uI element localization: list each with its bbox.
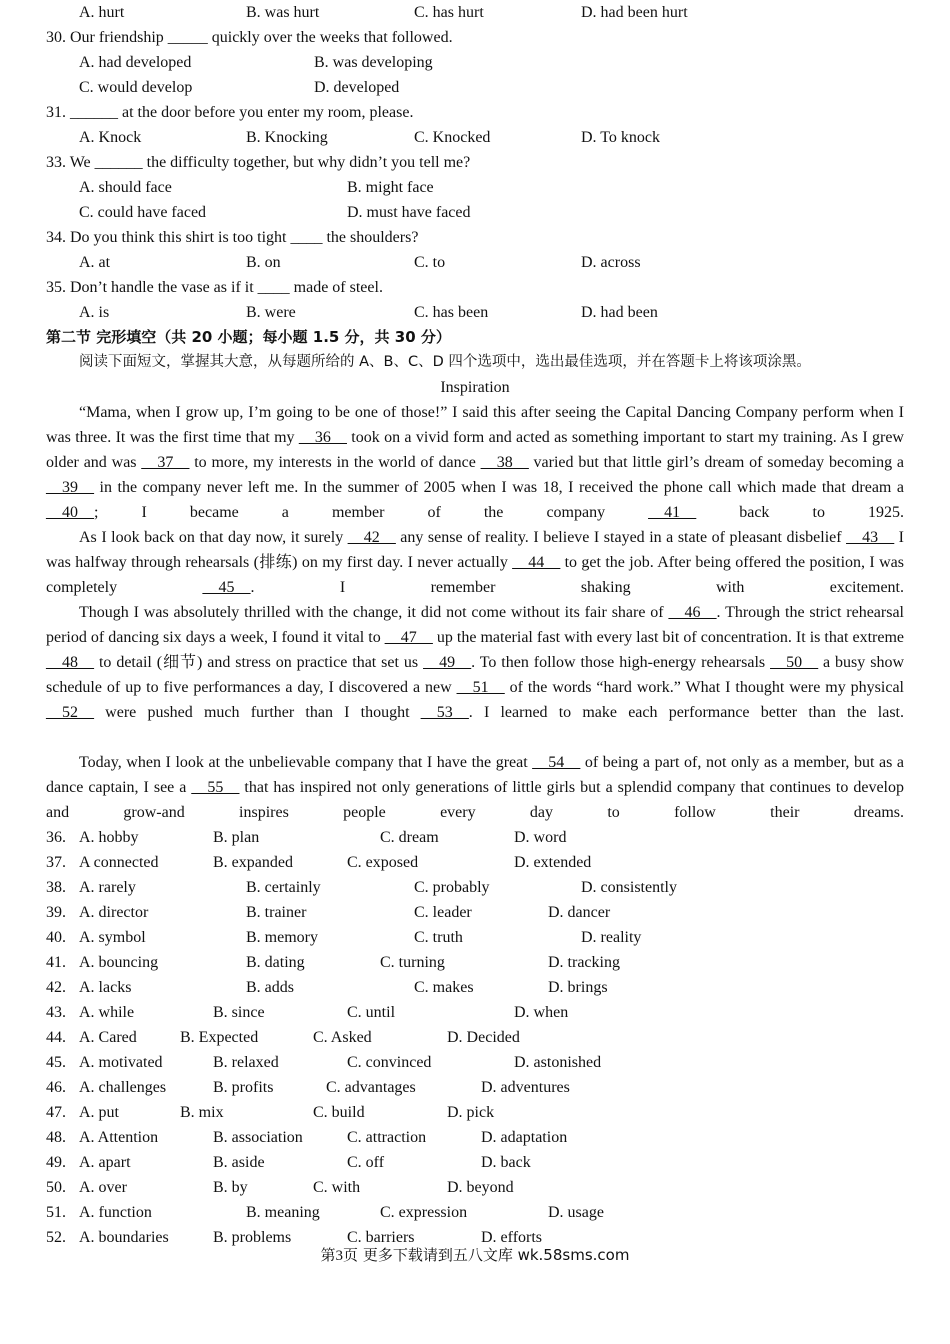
text: any sense of reality. I believe I stayed in a state of pleasant disbelief (395, 529, 847, 546)
text: “Mama, when I grow up, I’m going to be one of those!” I said this after seeing the Capital Dancing Company perform when I was three. It was the first time that my (46, 404, 904, 446)
option-a: A. Attention (79, 1129, 159, 1146)
option-d: D. usage (548, 1204, 604, 1221)
option-a: A. should face (79, 179, 172, 196)
option-c: C. exposed (347, 854, 419, 871)
question-49 (46, 1150, 904, 1175)
option-a: A. over (79, 1179, 127, 1196)
q31-stem: 31. ______ at the door before you enter my room, please. (46, 104, 414, 121)
blank-40: __40__ (46, 504, 94, 521)
option-b: B. dating (246, 954, 305, 971)
option-d: D. had been (581, 304, 658, 321)
option-a: A connected (79, 854, 159, 871)
option-b: B. might face (347, 179, 434, 196)
blank-36: __36__ (298, 429, 347, 446)
blank-48: __48__ (46, 654, 94, 671)
text: varied but that little girl’s dream of someday becoming a (528, 454, 905, 471)
question-45 (46, 1050, 904, 1075)
option-c: C. with (313, 1179, 361, 1196)
option-c: C. turning (380, 954, 445, 971)
option-d: D. Decided (447, 1029, 520, 1046)
option-a: A. hurt (79, 4, 125, 21)
option-a: A. function (79, 1204, 152, 1221)
option-c: C. could have faced (79, 204, 207, 221)
option-c: C. has been (414, 304, 489, 321)
option-b: B. trainer (246, 904, 307, 921)
footer-text: 页 更多下载请到五八文库 wk.58sms.com (343, 1246, 630, 1264)
option-b: B. certainly (246, 879, 321, 896)
q33-options-row2 (46, 200, 904, 225)
q30-stem: 30. Our friendship _____ quickly over the weeks that followed. (46, 29, 453, 46)
q29-options (46, 0, 904, 25)
blank-49: __49__ (423, 654, 472, 671)
blank-52: __52__ (46, 704, 94, 721)
question-41 (46, 950, 904, 975)
option-a: A. hobby (79, 829, 139, 846)
option-d: D. across (581, 254, 641, 271)
option-c: C. barriers (347, 1229, 415, 1246)
option-a: A. motivated (79, 1054, 163, 1071)
question-51 (46, 1200, 904, 1225)
text: of the words “hard work.” What I thought were my physical (504, 679, 904, 696)
page-number: 3 (335, 1248, 344, 1264)
option-d: D. efforts (481, 1229, 543, 1246)
q33-options-row1 (46, 175, 904, 200)
question-number: 39. (46, 904, 66, 921)
option-d: D. consistently (581, 879, 677, 896)
option-d: D. adventures (481, 1079, 570, 1096)
question-number: 43. (46, 1004, 66, 1021)
question-37 (46, 850, 904, 875)
q34-stem: 34. Do you think this shirt is too tight ____ the shoulders? (46, 229, 419, 246)
blank-51: __51__ (456, 679, 505, 696)
cloze-question-list (46, 825, 904, 1250)
option-d: D. To knock (581, 129, 661, 146)
option-b: B. Knocking (246, 129, 328, 146)
option-a: A. challenges (79, 1079, 167, 1096)
option-a: A. apart (79, 1154, 131, 1171)
text: ; I became a member of the company (94, 504, 649, 521)
text: that has inspired not only generations of little girls but a splendid company that continues to develop and grow-and inspires people every day to follow their dreams. (46, 779, 904, 821)
text: were pushed much further than I thought (94, 704, 421, 721)
blank-47: __47__ (384, 629, 433, 646)
option-d: D. when (514, 1004, 569, 1021)
text: . I remember shaking with excitement. (250, 579, 904, 596)
blank-39: __39__ (46, 479, 94, 496)
option-d: D. dancer (548, 904, 611, 921)
option-a: A. Cared (79, 1029, 137, 1046)
option-b: B. was developing (314, 54, 433, 71)
question-number: 44. (46, 1029, 66, 1046)
q30-options-row2 (46, 75, 904, 100)
question-number: 36. (46, 829, 66, 846)
option-a: A. symbol (79, 929, 146, 946)
option-c: C. has hurt (414, 4, 484, 21)
option-d: D. brings (548, 979, 608, 996)
question-number: 49. (46, 1154, 66, 1171)
question-40 (46, 925, 904, 950)
text: of being a part of, not only as a member, but as a dance captain, I see a (46, 754, 904, 796)
option-b: B. problems (213, 1229, 292, 1246)
section-heading: 第二节 完形填空（共 20 小题；每小题 1.5 分，共 30 分） (46, 328, 451, 346)
blank-55: __55__ (191, 779, 240, 796)
q35-options (46, 300, 904, 325)
option-d: D. tracking (548, 954, 620, 971)
question-43 (46, 1000, 904, 1025)
blank-45: __45__ (202, 579, 251, 596)
blank-44: __44__ (512, 554, 561, 571)
option-b: B. association (213, 1129, 303, 1146)
option-c: C. attraction (347, 1129, 427, 1146)
text: . Through the strict rehearsal period of dancing six days a week, I found it vital to (46, 604, 904, 646)
q31-options (46, 125, 904, 150)
option-d: D. astonished (514, 1054, 602, 1071)
text: back to 1925. (696, 504, 905, 521)
option-b: B. by (213, 1179, 248, 1196)
option-b: B. were (246, 304, 296, 321)
blank-46: __46__ (668, 604, 717, 621)
option-a: A. rarely (79, 879, 136, 896)
option-a: A. while (79, 1004, 135, 1021)
passage-paragraph-1 (46, 400, 904, 525)
option-b: B. mix (180, 1104, 224, 1121)
section-instructions: 阅读下面短文，掌握其大意，从每题所给的 A、B、C、D 四个选项中，选出最佳选项，并在答题卡上将该项涂黑。 (79, 354, 811, 370)
option-c: C. advantages (326, 1079, 416, 1096)
question-number: 48. (46, 1129, 66, 1146)
question-number: 40. (46, 929, 66, 946)
question-number: 38. (46, 879, 66, 896)
option-c: C. makes (414, 979, 474, 996)
blank-41: __41__ (648, 504, 697, 521)
blank-37: __37__ (141, 454, 190, 471)
text: to more, my interests in the world of dance (189, 454, 481, 471)
blank-53: __53__ (420, 704, 469, 721)
option-d: D. must have faced (347, 204, 471, 221)
option-c: C. probably (414, 879, 490, 896)
question-39 (46, 900, 904, 925)
option-b: B. memory (246, 929, 318, 946)
q33-stem: 33. We ______ the difficulty together, but why didn’t you tell me? (46, 154, 471, 171)
passage-title: Inspiration (440, 379, 510, 396)
option-a: A. had developed (79, 54, 192, 71)
blank-42: __42__ (347, 529, 396, 546)
option-b: B. meaning (246, 1204, 320, 1221)
footer-prefix: 第 (320, 1246, 336, 1264)
option-a: A. is (79, 304, 110, 321)
text: I was halfway through rehearsals (排练) on my first day. I never actually (46, 529, 905, 571)
question-number: 52. (46, 1229, 66, 1246)
q30-options-row1 (46, 50, 904, 75)
question-number: 42. (46, 979, 66, 996)
question-number: 47. (46, 1104, 66, 1121)
option-b: B. adds (246, 979, 294, 996)
option-d: D. developed (314, 79, 400, 96)
option-c: C. expression (380, 1204, 468, 1221)
option-b: B. expanded (213, 854, 293, 871)
question-46 (46, 1075, 904, 1100)
passage-paragraph-4 (46, 750, 904, 825)
option-d: D. pick (447, 1104, 495, 1121)
option-a: A. Knock (79, 129, 142, 146)
q35-stem: 35. Don’t handle the vase as if it ____ made of steel. (46, 279, 383, 296)
option-c: C. to (414, 254, 446, 271)
text: to get the job. After being offered the position, I was completely (46, 554, 904, 596)
option-c: C. until (347, 1004, 396, 1021)
text: up the material fast with every last bit of concentration. It is that extreme (432, 629, 904, 646)
option-a: A. boundaries (79, 1229, 169, 1246)
option-d: D. back (481, 1154, 531, 1171)
passage-paragraph-2 (46, 525, 904, 600)
option-c: C. Knocked (414, 129, 491, 146)
option-a: A. bouncing (79, 954, 159, 971)
text: . I learned to make each performance better than the last. (468, 704, 905, 721)
blank-54: __54__ (532, 754, 581, 771)
option-b: B. Expected (180, 1029, 259, 1046)
option-b: B. plan (213, 829, 260, 846)
question-44 (46, 1025, 904, 1050)
option-d: D. had been hurt (581, 4, 688, 21)
option-c: C. truth (414, 929, 463, 946)
text: . To then follow those high-energy rehearsals (471, 654, 771, 671)
option-d: D. extended (514, 854, 592, 871)
exam-page (46, 0, 904, 1250)
question-48 (46, 1125, 904, 1150)
option-a: A. director (79, 904, 149, 921)
option-c: C. Asked (313, 1029, 372, 1046)
question-42 (46, 975, 904, 1000)
text: Today, when I look at the unbelievable company that I have the great (79, 754, 533, 771)
option-c: C. leader (414, 904, 472, 921)
question-number: 51. (46, 1204, 66, 1221)
question-number: 45. (46, 1054, 66, 1071)
text: As I look back on that day now, it surely (79, 529, 348, 546)
text: to detail (细节) and stress on practice that set us (94, 654, 424, 671)
blank-50: __50__ (770, 654, 819, 671)
q34-options (46, 250, 904, 275)
option-d: D. reality (581, 929, 642, 946)
question-38 (46, 875, 904, 900)
question-number: 41. (46, 954, 66, 971)
question-number: 46. (46, 1079, 66, 1096)
option-a: A. lacks (79, 979, 132, 996)
option-d: D. beyond (447, 1179, 514, 1196)
option-b: B. relaxed (213, 1054, 279, 1071)
option-b: B. aside (213, 1154, 265, 1171)
option-c: C. build (313, 1104, 365, 1121)
option-d: D. adaptation (481, 1129, 568, 1146)
blank-38: __38__ (480, 454, 529, 471)
question-number: 37. (46, 854, 66, 871)
text: a busy show schedule of up to five performances a day, I discovered a new (46, 654, 905, 696)
option-b: B. since (213, 1004, 265, 1021)
option-c: C. would develop (79, 79, 193, 96)
blank-43: __43__ (846, 529, 895, 546)
question-number: 50. (46, 1179, 66, 1196)
text: took on a vivid form and acted as something important to start my training. As I grew older and was (46, 429, 904, 471)
option-d: D. word (514, 829, 567, 846)
option-b: B. profits (213, 1079, 274, 1096)
text: Though I was absolutely thrilled with the change, it did not come without its fair share of (79, 604, 669, 621)
option-c: C. convinced (347, 1054, 432, 1071)
option-c: C. off (347, 1154, 385, 1171)
text: in the company never left me. In the summer of 2005 when I was 18, I received the phone call which made that dream a (94, 479, 904, 496)
option-b: B. on (246, 254, 281, 271)
question-47 (46, 1100, 904, 1125)
option-b: B. was hurt (246, 4, 320, 21)
question-36 (46, 825, 904, 850)
page-footer (0, 1243, 950, 1269)
passage-paragraph-3 (46, 600, 904, 750)
question-50 (46, 1175, 904, 1200)
option-c: C. dream (380, 829, 439, 846)
option-a: A. put (79, 1104, 119, 1121)
option-a: A. at (79, 254, 111, 271)
